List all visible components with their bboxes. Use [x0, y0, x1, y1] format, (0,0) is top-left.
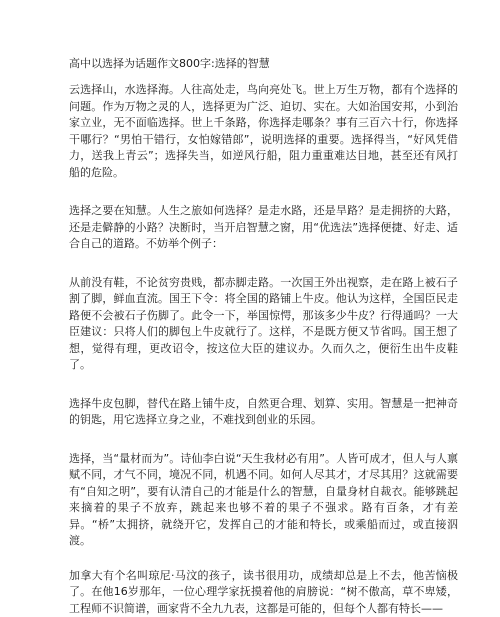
paragraph-5: 选择，当“量材而为”。诗仙李白说“天生我材必有用”。人皆可成才，但人与人禀赋不同，才气不同，境况不同，机遇不同。如何人尽其才，才尽其用？这就需要有“自知之明”，要有认清自己的才能是什么的智慧，自量身材自裁衣。能够跳起来摘着的果子不放弃，跳起来也够不着的果子不强求。路有百条，才有差异。“桥”太拥挤，就绕开它，发挥自己的才能和特长，或乘船而过，或直接泅渡。 — [69, 451, 458, 550]
paragraph-1: 云选择山，水选择海。人往高处走，鸟向亮处飞。世上万生万物，都有个选择的问题。作为万物之灵的人，选择更为广泛、迫切、实在。大如治国安邦，小到治家立业，无不面临选择。世上千条路，你选择走哪条？事有三百六十行，你选择干哪行？“男怕干错行，女怕嫁错郎”，说明选择的重要。选择得当，“好风凭借力，送我上青云”；选择失当，如逆风行船，阻力重重难达目地，甚至还有风打船的危险。 — [69, 82, 458, 181]
paragraph-2: 选择之要在知慧。人生之旅如何选择？是走水路，还是旱路？是走拥挤的大路，还是走僻静的小路？决断时，当开启智慧之窗，用“优选法”选择便捷、好走、适合自己的道路。不妨举个例子： — [69, 203, 458, 253]
paragraph-3: 从前没有鞋，不论贫穷贵贱，都赤脚走路。一次国王外出视察，走在路上被石子割了脚，鲜血直流。国王下令：将全国的路铺上牛皮。他认为这样，全国臣民走路便不会被石子伤脚了。此令一下，举国惊愕，那该多少牛皮？行得通吗？一大臣建议：只将人们的脚包上牛皮就行了。这样，不是既方便又节省吗。国王想了想，觉得有理，更改诏令，按这位大臣的建议办。久而久之，便衍生出牛皮鞋了。 — [69, 275, 458, 374]
paragraph-6: 加拿大有个名叫琼尼·马汶的孩子，读书很用功，成绩却总是上不去，他苦恼极了。在他16岁那年，一位心理学家抚摸着他的肩膀说：“树不傲高，草不卑矮，工程师不识简谱，画家背不全九九表，这都是可能的，但每个人都有特长—— — [69, 568, 458, 617]
article-title: 高中以选择为话题作文800字:选择的智慧 — [69, 56, 458, 72]
paragraph-4: 选择牛皮包脚，替代在路上铺牛皮，自然更合理、划算、实用。智慧是一把神奇的钥匙，用它选择立身之业，不难找到创业的乐园。 — [69, 396, 458, 429]
